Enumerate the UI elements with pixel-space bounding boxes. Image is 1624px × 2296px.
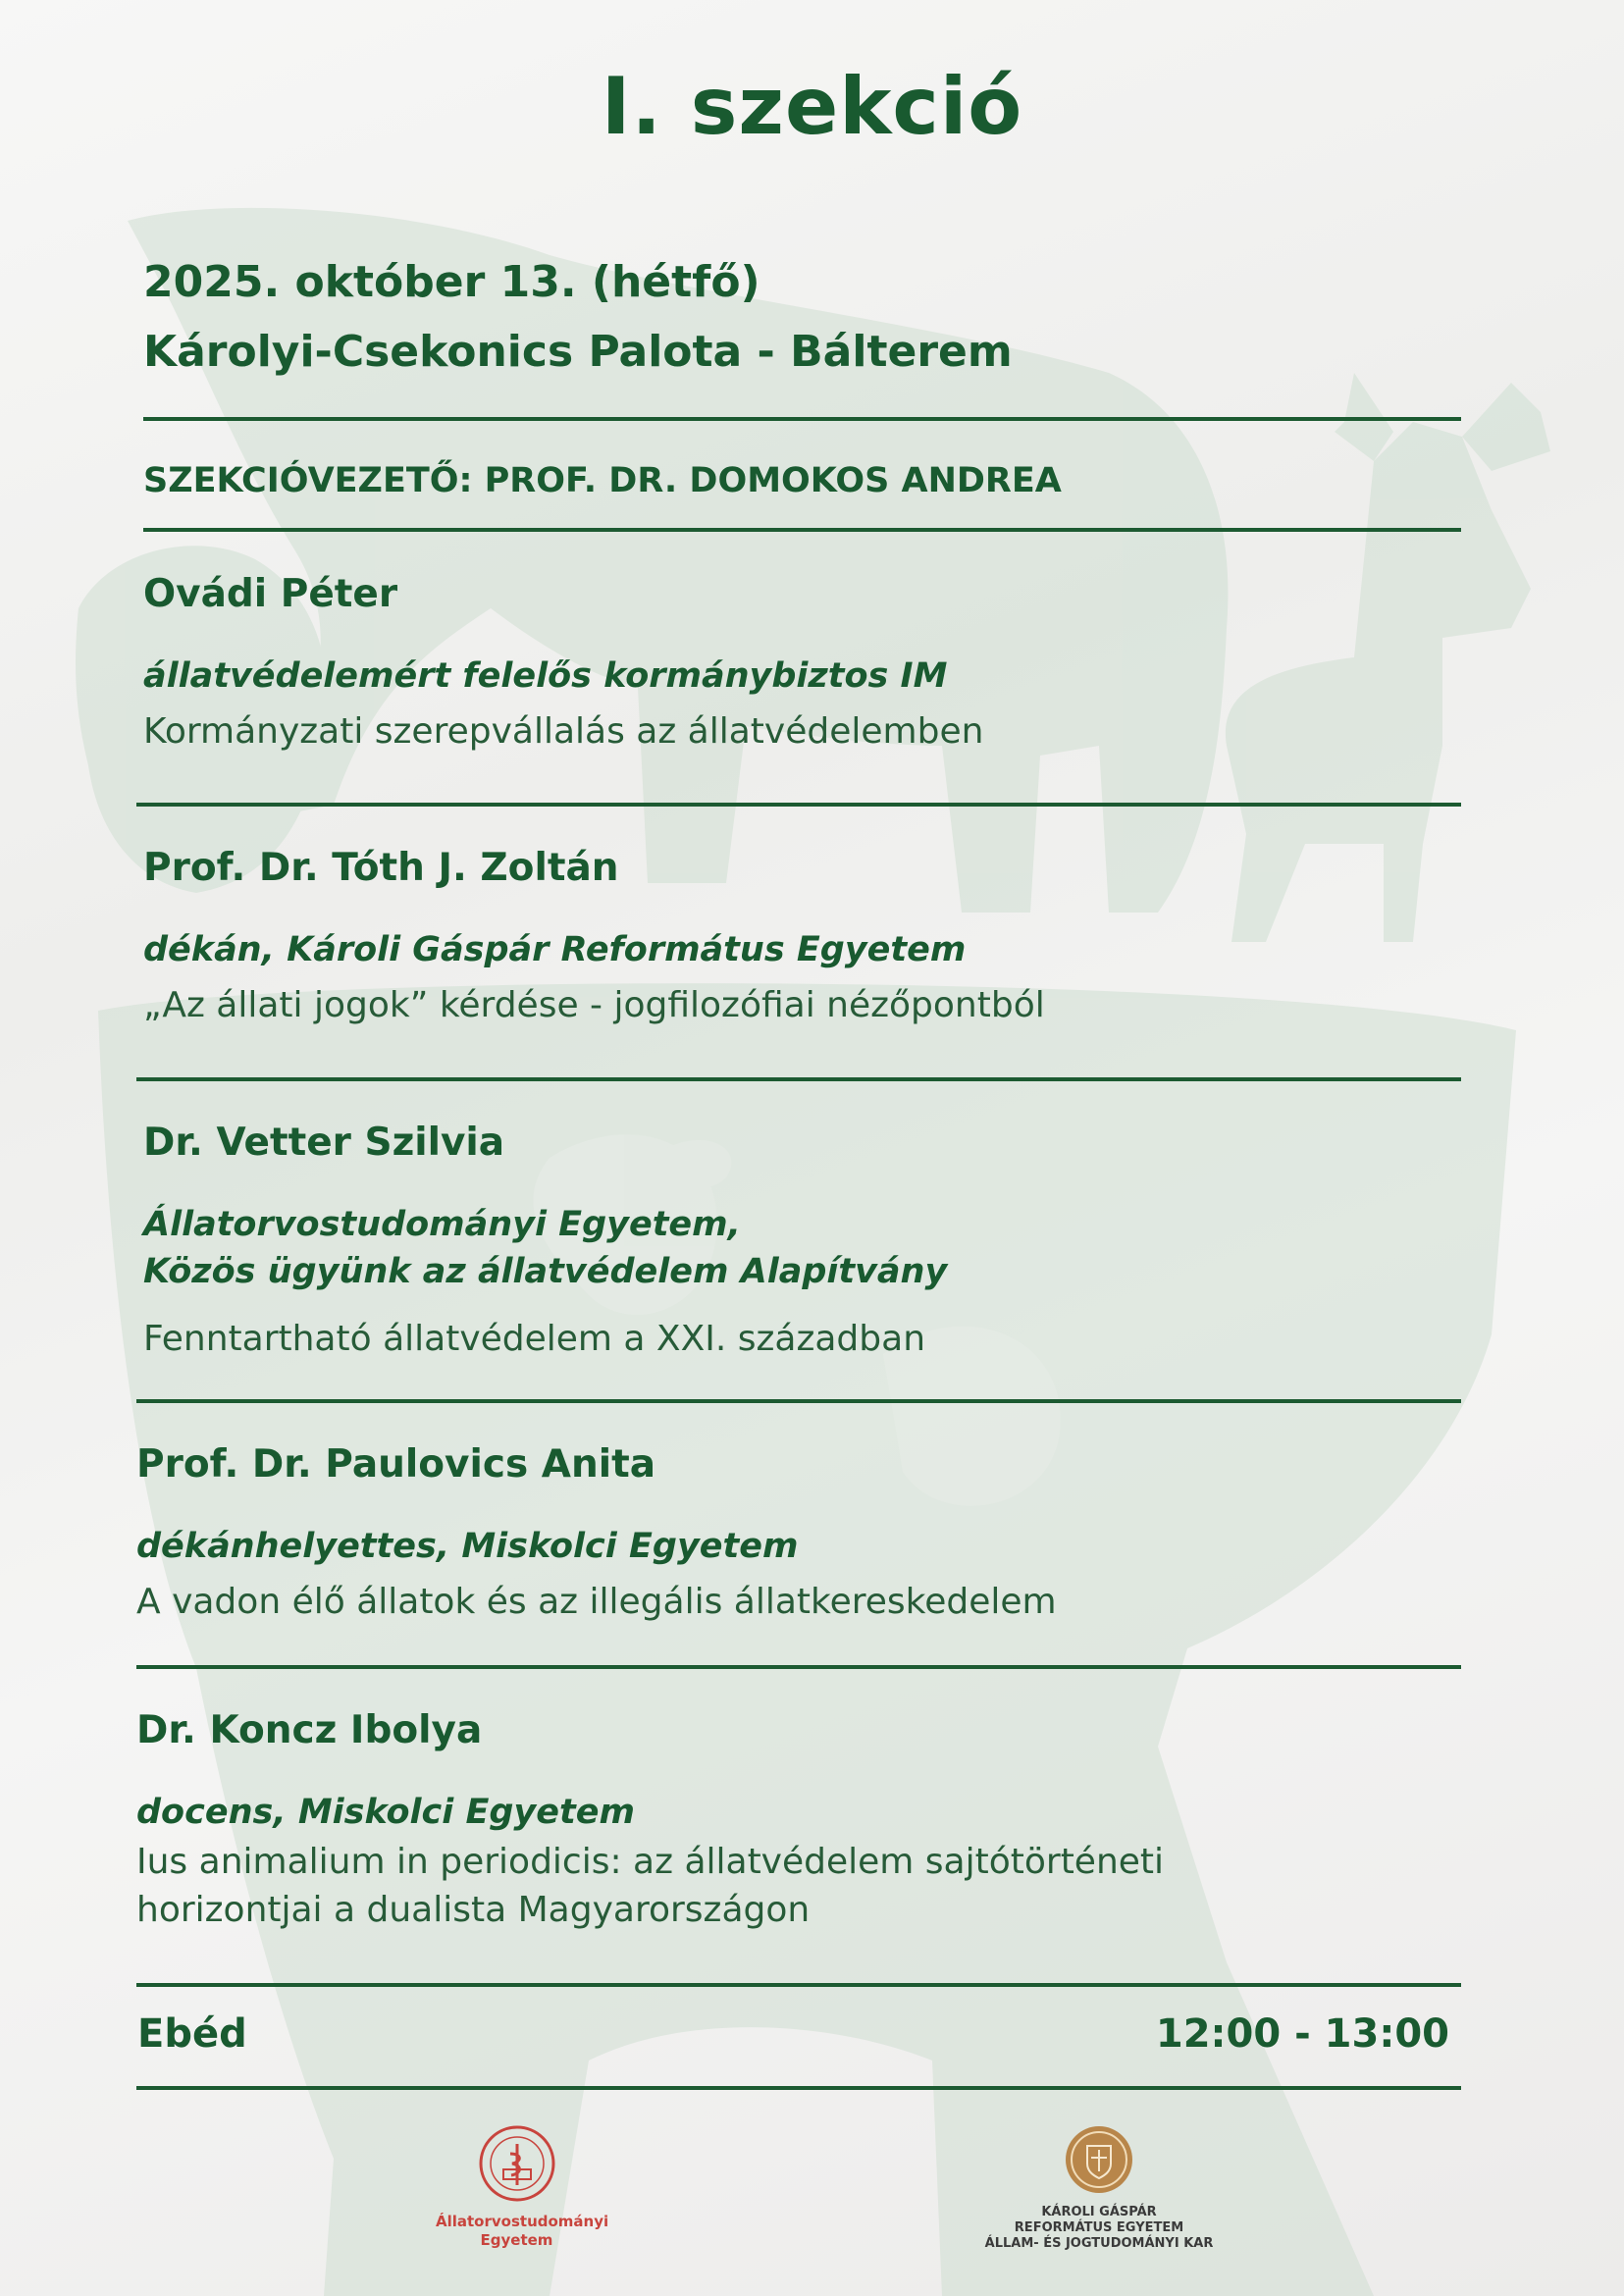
speaker-block xyxy=(136,1442,1057,1626)
speaker-block xyxy=(143,846,1045,1029)
kre-logo-text: KÁROLI GÁSPÁR REFORMÁTUS EGYETEM ÁLLAM- ÉS JOGTUDOMÁNYI KAR xyxy=(984,2205,1214,2251)
univet-seal-icon xyxy=(478,2124,556,2203)
kre-seal-icon xyxy=(1064,2124,1134,2195)
divider xyxy=(136,2086,1461,2090)
speaker-affiliation: dékán, Károli Gáspár Református Egyetem xyxy=(143,930,967,969)
event-date: 2025. október 13. (hétfő) xyxy=(143,257,760,307)
talk-title: horizontjai a dualista Magyarországon xyxy=(136,1890,811,1930)
divider xyxy=(136,1077,1461,1081)
talk-title: A vadon élő állatok és az illegális állatkereskedelem xyxy=(136,1582,1057,1622)
speaker-affiliation: dékánhelyettes, Miskolci Egyetem xyxy=(136,1527,799,1566)
speaker-name: Dr. Koncz Ibolya xyxy=(136,1708,483,1752)
section-chair: SZEKCIÓVEZETŐ: PROF. DR. DOMOKOS ANDREA xyxy=(143,461,1062,500)
speaker-name: Ovádi Péter xyxy=(143,572,398,616)
talk-title: „Az állati jogok” kérdése - jogfilozófiai nézőpontból xyxy=(143,985,1045,1025)
divider xyxy=(143,417,1461,421)
univet-logo-text: Állatorvostudományi Egyetem xyxy=(436,2213,609,2249)
divider xyxy=(136,1983,1461,1987)
univet-logo xyxy=(436,2124,609,2250)
speaker-affiliation: állatvédelemért felelős kormánybiztos IM xyxy=(143,656,948,696)
speaker-block xyxy=(136,1708,1164,1934)
event-venue: Károlyi-Csekonics Palota - Bálterem xyxy=(143,327,1013,377)
page-title: I. szekció xyxy=(601,61,1023,152)
speaker-block xyxy=(143,572,983,756)
talk-title: Fenntartható állatvédelem a XXI. században xyxy=(143,1319,926,1359)
divider xyxy=(136,803,1461,807)
divider xyxy=(136,1665,1461,1669)
lunch-label: Ebéd xyxy=(137,2011,247,2057)
speaker-name: Dr. Vetter Szilvia xyxy=(143,1121,505,1165)
speaker-affiliation: Állatorvostudományi Egyetem, xyxy=(143,1205,741,1244)
speaker-name: Prof. Dr. Paulovics Anita xyxy=(136,1442,656,1487)
talk-title: Kormányzati szerepvállalás az állatvédelemben xyxy=(143,711,984,752)
divider xyxy=(143,528,1461,532)
speaker-block xyxy=(143,1121,947,1363)
kre-logo xyxy=(971,2124,1227,2252)
speaker-affiliation: Közös ügyünk az állatvédelem Alapítvány xyxy=(143,1252,948,1291)
speaker-affiliation: docens, Miskolci Egyetem xyxy=(136,1793,635,1832)
talk-title: Ius animalium in periodicis: az állatvédelem sajtótörténeti xyxy=(136,1842,1165,1882)
speaker-name: Prof. Dr. Tóth J. Zoltán xyxy=(143,846,619,890)
divider xyxy=(136,1399,1461,1403)
lunch-time: 12:00 - 13:00 xyxy=(1155,2011,1449,2057)
